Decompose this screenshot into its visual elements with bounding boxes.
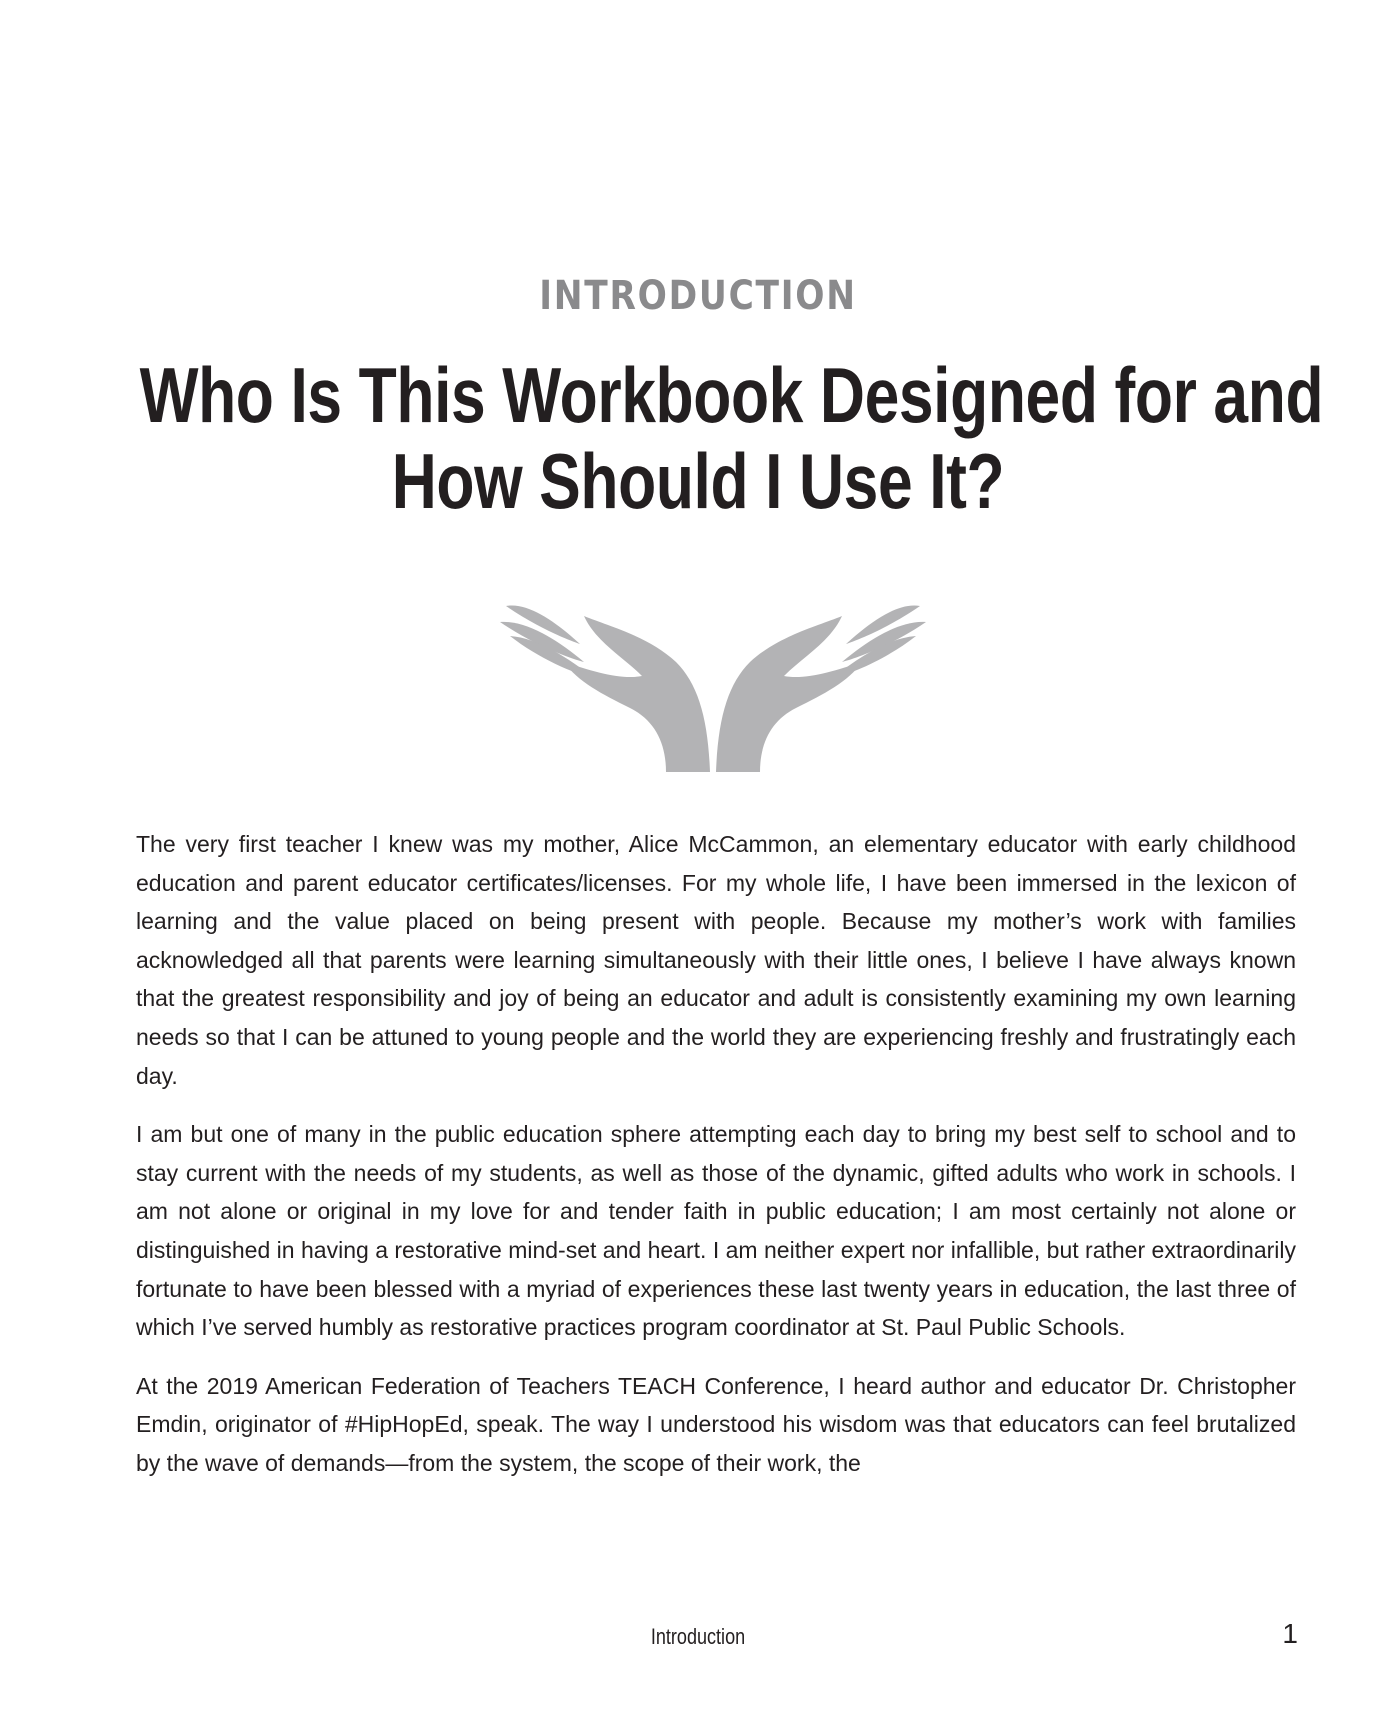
chapter-title: [139, 351, 1324, 525]
page-number: 1: [1282, 1618, 1298, 1649]
running-footer: Introduction: [650, 1624, 746, 1649]
chapter-label: INTRODUCTION: [539, 273, 857, 319]
chapter-title-line-1: Who Is This Workbook Designed for and: [139, 351, 1324, 439]
paragraph: The very first teacher I knew was my mother, Alice McCammon, an elementary educator with early childhood education and parent educator certificates/licenses. For my whole life, I have been immersed in the lexicon of learning and the value placed on being present with people. Because my mother’s work with families acknowledged all that parents were learning simultaneously with their little ones, I believe I have always known that the greatest responsibility and joy of being an educator and adult is consistently examining my own learning needs so that I can be attuned to young people and the world they are experiencing freshly and frustratingly each day.: [136, 831, 1296, 1089]
body-text: [136, 825, 1296, 1503]
open-hands-icon: [498, 592, 928, 772]
paragraph: I am but one of many in the public education sphere attempting each day to bring my best self to school and to stay current with the needs of my students, as well as those of the dynamic, gifted adults who work in schools. I am not alone or original in my love for and tender faith in public education; I am most certainly not alone or distinguished in having a restorative mind-set and heart. I am neither expert nor infallible, but rather extraordinarily fortunate to have been blessed with a myriad of experiences these last twenty years in education, the last three of which I’ve served humbly as restorative practices program coordinator at St. Paul Public Schools.: [136, 1121, 1296, 1341]
chapter-title-line-2: How Should I Use It?: [391, 437, 1005, 525]
paragraph: At the 2019 American Federation of Teachers TEACH Conference, I heard author and educator Dr. Christopher Emdin, originator of #HipHopEd, speak. The way I understood his wisdom was that educators can feel brutalized by the wave of demands—from the system, the scope of their work, the: [136, 1372, 1296, 1476]
